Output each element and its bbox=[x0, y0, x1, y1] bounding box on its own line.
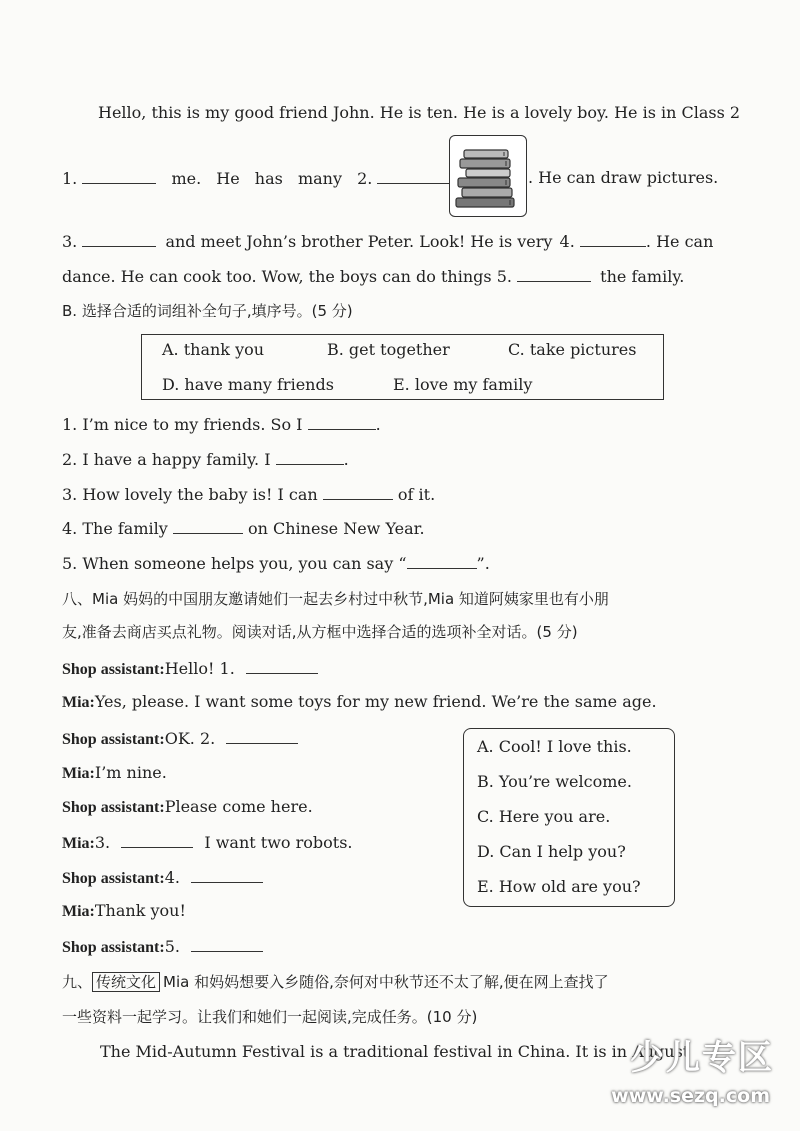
question-b-4-end: on Chinese New Year. bbox=[247, 519, 425, 538]
speaker-shop-assistant: Shop assistant: bbox=[62, 731, 165, 748]
blank-1[interactable] bbox=[82, 167, 156, 184]
question-b-1 bbox=[62, 413, 381, 436]
speaker-mia: Mia: bbox=[62, 765, 95, 782]
question-b-3-text: 3. How lovely the baby is! I can bbox=[62, 485, 318, 504]
dialog-blank-4[interactable] bbox=[191, 866, 263, 883]
blank-2[interactable] bbox=[377, 167, 451, 184]
word-he: He bbox=[216, 169, 240, 188]
passage-line-3 bbox=[62, 230, 713, 253]
blank-3[interactable] bbox=[82, 230, 156, 247]
question-b-5-blank[interactable] bbox=[407, 552, 477, 569]
passage-line-4 bbox=[62, 265, 684, 288]
section-9-intro-2: 一些资料一起学习。让我们和她们一起阅读,完成任务。(10 分) bbox=[62, 1008, 478, 1026]
blank-4[interactable] bbox=[580, 230, 646, 247]
question-b-2-end: . bbox=[343, 450, 349, 469]
dialog-8-text: Thank you! bbox=[94, 901, 186, 920]
option-b-e: E. love my family bbox=[393, 375, 533, 394]
section-b-title: B. 选择合适的词组补全句子,填序号。(5 分) bbox=[62, 302, 353, 320]
question-b-5 bbox=[62, 552, 490, 575]
dialog-7-number: 4. bbox=[164, 868, 180, 887]
line4-end: the family. bbox=[600, 267, 685, 286]
question-b-1-blank[interactable] bbox=[308, 413, 376, 430]
speaker-shop-assistant: Shop assistant: bbox=[62, 799, 165, 816]
option-b-d: D. have many friends bbox=[162, 375, 334, 394]
traditional-culture-tag: 传统文化 bbox=[92, 972, 160, 992]
question-b-3 bbox=[62, 483, 435, 506]
dialog-9-number: 5. bbox=[164, 937, 180, 956]
dialog-line-2 bbox=[62, 691, 657, 714]
section-9-intro-1 bbox=[62, 971, 609, 993]
word-has: has bbox=[254, 169, 283, 188]
books-picture bbox=[449, 135, 527, 217]
dialog-1-text: Hello! 1. bbox=[164, 659, 235, 678]
option-8-b: B. You’re welcome. bbox=[477, 772, 632, 791]
dialog-3-text: OK. 2. bbox=[164, 729, 216, 748]
option-b-a: A. thank you bbox=[162, 340, 265, 359]
dialog-line-7 bbox=[62, 866, 263, 890]
passage-line-1: Hello, this is my good friend John. He is ten. He is a lovely boy. He is in Class 2 bbox=[98, 103, 741, 122]
line3-text: and meet John’s brother Peter. Look! He is very bbox=[165, 232, 553, 251]
speaker-mia: Mia: bbox=[62, 694, 95, 711]
speaker-mia: Mia: bbox=[62, 903, 95, 920]
question-b-3-end: of it. bbox=[397, 485, 436, 504]
word-many: many bbox=[297, 169, 343, 188]
option-8-a: A. Cool! I love this. bbox=[477, 737, 632, 756]
option-8-e: E. How old are you? bbox=[477, 877, 641, 896]
dialog-line-8 bbox=[62, 900, 186, 923]
section-9-number: 九、 bbox=[62, 973, 93, 991]
dialog-4-text: I’m nine. bbox=[94, 763, 167, 782]
word-me: me. bbox=[171, 169, 202, 188]
speaker-shop-assistant: Shop assistant: bbox=[62, 661, 165, 678]
blank-number-4: 4. bbox=[559, 232, 575, 251]
dialog-line-9 bbox=[62, 935, 263, 959]
watermark-brand: 少儿专区 bbox=[630, 1038, 774, 1078]
dialog-line-1 bbox=[62, 657, 318, 681]
dialog-line-4 bbox=[62, 762, 167, 785]
dialog-blank-2[interactable] bbox=[226, 727, 298, 744]
option-b-c: C. take pictures bbox=[508, 340, 637, 359]
dialog-blank-1[interactable] bbox=[246, 657, 318, 674]
dialog-line-6 bbox=[62, 831, 353, 855]
watermark-url: www.sezq.com bbox=[611, 1085, 770, 1107]
question-b-4-text: 4. The family bbox=[62, 519, 168, 538]
question-b-1-end: . bbox=[375, 415, 381, 434]
speaker-shop-assistant: Shop assistant: bbox=[62, 870, 165, 887]
question-b-4-blank[interactable] bbox=[173, 517, 243, 534]
question-b-2-text: 2. I have a happy family. I bbox=[62, 450, 271, 469]
dialog-6-number: 3. bbox=[94, 833, 111, 852]
line4-text: dance. He can cook too. Wow, the boys can do things bbox=[62, 267, 492, 286]
option-8-c: C. Here you are. bbox=[477, 807, 611, 826]
dialog-line-5 bbox=[62, 796, 313, 819]
question-b-2-blank[interactable] bbox=[276, 448, 344, 465]
speaker-mia: Mia: bbox=[62, 835, 95, 852]
option-b-b: B. get together bbox=[327, 340, 450, 359]
books-icon bbox=[450, 136, 526, 216]
section-9-intro-text: Mia 和妈妈想要入乡随俗,奈何对中秋节还不太了解,便在网上查找了 bbox=[163, 973, 609, 991]
dialog-blank-3[interactable] bbox=[121, 831, 193, 848]
section-8-intro-1: 八、Mia 妈妈的中国朋友邀请她们一起去乡村过中秋节,Mia 知道阿姨家里也有小朋 bbox=[62, 590, 609, 608]
blank-number-2: 2. bbox=[357, 169, 373, 188]
passage-line-2-end: . He can draw pictures. bbox=[528, 168, 719, 187]
question-b-1-text: 1. I’m nice to my friends. So I bbox=[62, 415, 303, 434]
dialog-line-3 bbox=[62, 727, 298, 751]
dialog-2-text: Yes, please. I want some toys for my new friend. We’re the same age. bbox=[94, 692, 657, 711]
passage-line-2 bbox=[62, 167, 444, 190]
question-b-2 bbox=[62, 448, 349, 471]
blank-number-5: 5. bbox=[496, 267, 512, 286]
blank-number-3: 3. bbox=[62, 232, 78, 251]
blank-number-1: 1. bbox=[62, 169, 78, 188]
section-8-intro-2: 友,准备去商店买点礼物。阅读对话,从方框中选择合适的选项补全对话。(5 分) bbox=[62, 623, 578, 641]
question-b-3-blank[interactable] bbox=[323, 483, 393, 500]
dialog-5-text: Please come here. bbox=[164, 797, 313, 816]
speaker-shop-assistant: Shop assistant: bbox=[62, 939, 165, 956]
question-b-4 bbox=[62, 517, 425, 540]
blank-5[interactable] bbox=[517, 265, 591, 282]
line3-end: . He can bbox=[645, 232, 714, 251]
question-b-5-end: ”. bbox=[476, 554, 490, 573]
dialog-6-text: I want two robots. bbox=[204, 833, 353, 852]
dialog-blank-5[interactable] bbox=[191, 935, 263, 952]
option-8-d: D. Can I help you? bbox=[477, 842, 626, 861]
section-9-passage: The Mid-Autumn Festival is a traditional festival in China. It is in August bbox=[100, 1042, 690, 1061]
question-b-5-text: 5. When someone helps you, you can say “ bbox=[62, 554, 407, 573]
